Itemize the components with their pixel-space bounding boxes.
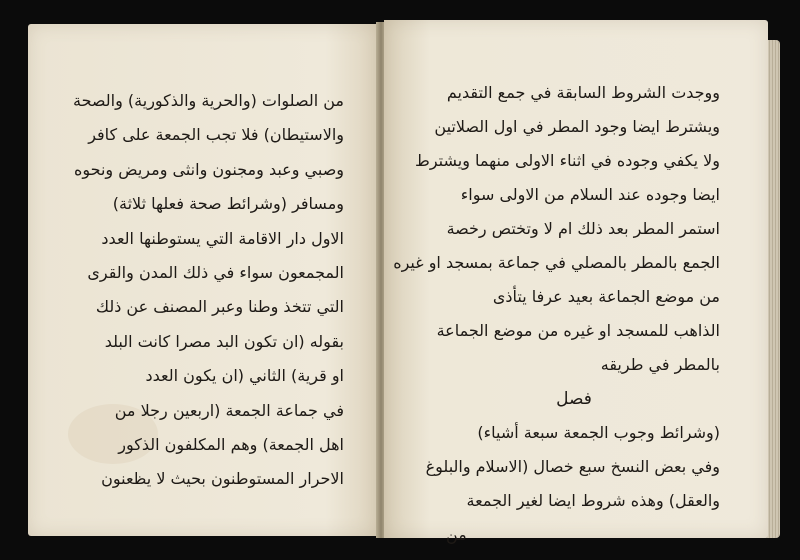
text-line: الاول دار الاقامة التي يستوطنها العدد (101, 228, 344, 248)
text-line: وصبي وعبد ومجنون وانثى ومريض ونحوه (74, 159, 344, 179)
text-line: بالمطر في طريقه (600, 355, 720, 374)
right-page-text (393, 76, 720, 552)
text-line: المجمعون سواء في ذلك المدن والقرى (87, 262, 344, 282)
text-line: بقوله (ان تكون البد مصرا كانت البلد (104, 331, 344, 351)
text-line: التي تتخذ وطنا وعبر المصنف عن ذلك (95, 297, 344, 317)
text-line: او قرية) الثاني (ان يكون العدد (145, 366, 344, 386)
section-heading: فصل (556, 389, 592, 409)
text-line: وفي بعض النسخ سبع خصال (الاسلام والبلوغ (425, 457, 720, 476)
text-line: الاحرار المستوطنون بحيث لا يظعنون (101, 469, 344, 489)
text-line: (وشرائط وجوب الجمعة سبعة أشياء) (477, 423, 720, 442)
text-line: من موضع الجماعة بعيد عرفا يتأذى (492, 287, 720, 306)
text-line: في جماعة الجمعة (اربعين رجلا من (114, 400, 344, 420)
text-line: والعقل) وهذه شروط ايضا لغير الجمعة (466, 491, 720, 510)
text-line: والاستيطان) فلا تجب الجمعة على كافر (88, 125, 344, 145)
text-line: ويشترط ايضا وجود المطر في اول الصلاتين (434, 117, 720, 136)
right-page (384, 20, 768, 544)
open-book (28, 14, 780, 548)
text-line: اهل الجمعة) وهم المكلفون الذكور (118, 434, 344, 454)
text-line: استمر المطر بعد ذلك ام لا وتختص رخصة (446, 219, 720, 238)
left-page-text (73, 84, 344, 497)
text-line: ولا يكفي وجوده في اثناء الاولى منهما ويشترط (415, 151, 720, 170)
catchword: من (446, 525, 467, 544)
left-page (28, 24, 378, 536)
text-line: ايضا وجوده عند السلام من الاولى سواء (460, 185, 720, 204)
text-line: الذاهب للمسجد او غيره من موضع الجماعة (436, 321, 720, 340)
text-line: ومسافر (وشرائط صحة فعلها ثلاثة) (112, 194, 344, 214)
text-line: من الصلوات (والحرية والذكورية) والصحة (73, 91, 344, 110)
text-line: ووجدت الشروط السابقة في جمع التقديم (446, 83, 720, 102)
text-line: الجمع بالمطر بالمصلي في جماعة بمسجد او غيره (393, 253, 720, 272)
